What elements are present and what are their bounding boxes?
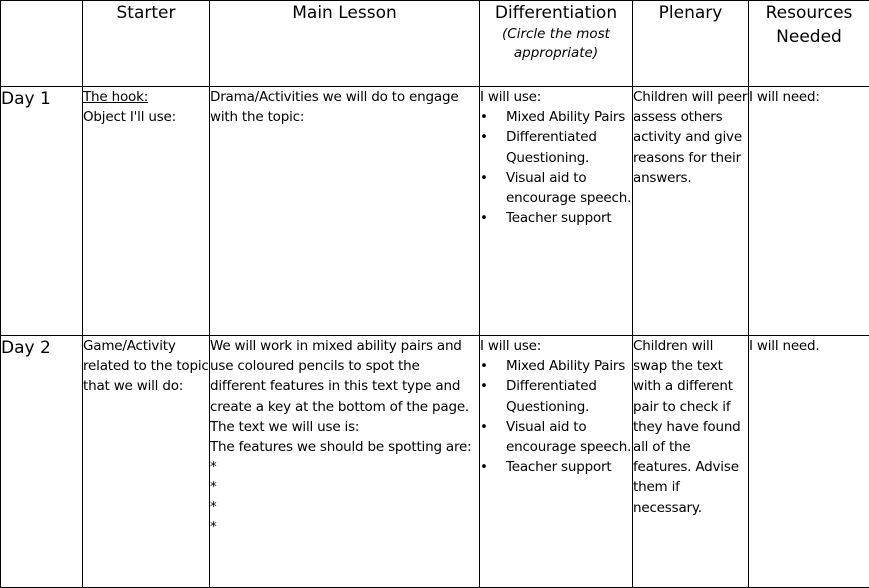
bullet-icon: •	[480, 107, 488, 127]
day1-starter-object: Object I'll use:	[83, 107, 209, 127]
list-item: • Mixed Ability Pairs	[480, 107, 632, 127]
day2-resources-cell	[749, 336, 869, 588]
header-resources: Resources Needed	[749, 1, 869, 87]
day2-diff-cell	[480, 336, 633, 588]
day1-starter-hook: The hook:	[83, 87, 209, 107]
day1-resources-cell	[749, 87, 869, 336]
header-plenary: Plenary	[633, 1, 749, 87]
header-starter: Starter	[83, 1, 210, 87]
list-item: • Differentiated Questioning.	[480, 376, 632, 416]
day1-plenary-text: Children will peer assess others activity and give reasons for their answers.	[633, 87, 748, 188]
list-item: *	[210, 477, 479, 497]
day2-plenary-cell	[633, 336, 749, 588]
list-item: • Mixed Ability Pairs	[480, 356, 632, 376]
bullet-icon: •	[480, 356, 488, 376]
day2-label: Day 2	[1, 336, 83, 588]
day1-main-cell	[210, 87, 480, 336]
day2-diff-intro: I will use:	[480, 336, 632, 356]
bullet-icon: •	[480, 208, 488, 228]
day2-main-text-3: The features we should be spotting are:	[210, 437, 479, 457]
bullet-icon: •	[480, 417, 488, 437]
day2-starter-cell	[83, 336, 210, 588]
list-item: • Teacher support	[480, 457, 632, 477]
day2-main-cell	[210, 336, 480, 588]
day1-diff-cell	[480, 87, 633, 336]
header-row	[1, 1, 869, 87]
day1-main-text: Drama/Activities we will do to engage with the topic:	[210, 87, 479, 127]
day2-resources-text: I will need.	[749, 336, 869, 356]
bullet-icon: •	[480, 376, 488, 396]
list-item: • Differentiated Questioning.	[480, 127, 632, 167]
day2-feature-list	[210, 457, 479, 537]
list-item: *	[210, 517, 479, 537]
day2-main-text-2: The text we will use is:	[210, 417, 479, 437]
day2-starter-text: Game/Activity related to the topic that we will do:	[83, 336, 209, 397]
day1-starter-cell	[83, 87, 210, 336]
day1-row	[1, 87, 869, 336]
header-differentiation-label: Differentiation	[495, 3, 617, 23]
corner-cell	[1, 1, 83, 87]
header-differentiation-note: (Circle the most appropriate)	[480, 25, 632, 63]
day2-main-text-1: We will work in mixed ability pairs and use coloured pencils to spot the different features in this text type and create a key at the bottom of the page.	[210, 336, 479, 417]
list-item: • Visual aid to encourage speech.	[480, 168, 632, 208]
header-main-lesson: Main Lesson	[210, 1, 480, 87]
list-item: • Teacher support	[480, 208, 632, 228]
day2-row	[1, 336, 869, 588]
bullet-icon: •	[480, 127, 488, 147]
bullet-icon: •	[480, 168, 488, 188]
day1-plenary-cell	[633, 87, 749, 336]
day1-diff-intro: I will use:	[480, 87, 632, 107]
day1-resources-text: I will need:	[749, 87, 869, 107]
day2-diff-list	[480, 356, 632, 477]
day2-plenary-text: Children will swap the text with a different pair to check if they have found all of the features. Advise them if necessary.	[633, 336, 748, 518]
day1-label: Day 1	[1, 87, 83, 336]
list-item: *	[210, 457, 479, 477]
day1-diff-list	[480, 107, 632, 228]
bullet-icon: •	[480, 457, 488, 477]
list-item: • Visual aid to encourage speech.	[480, 417, 632, 457]
list-item: *	[210, 497, 479, 517]
header-differentiation	[480, 1, 633, 87]
